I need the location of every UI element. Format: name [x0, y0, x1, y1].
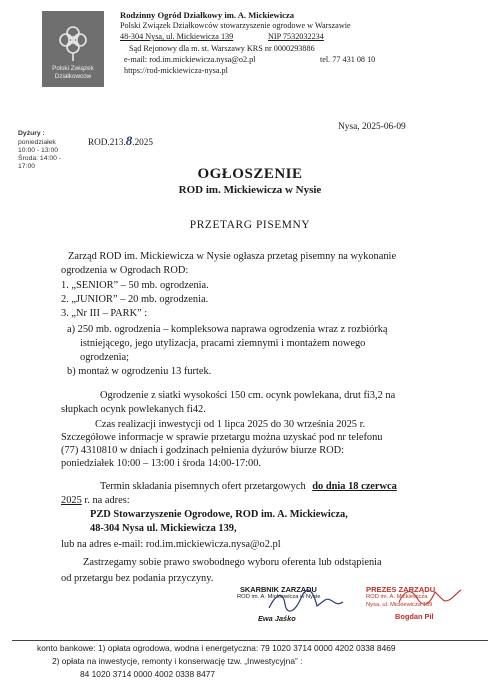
footer-bank-line-3: 84 1020 3714 0000 4002 0338 8477 — [80, 669, 216, 679]
list-item-park: 3. „Nr III – PARK” : — [61, 308, 148, 319]
treasurer-stamp-org: ROD im. A. Mickiewicza w Nysie — [237, 594, 321, 600]
duty-hours-line-3: Środa: 14:00 - — [18, 155, 62, 162]
duty-hours-line-2: 10:00 - 13:00 — [18, 147, 59, 154]
header-email: e-mail: rod.im.mickiewicza.nysa@o2.pl — [124, 55, 256, 64]
court-registration: Sąd Rejonowy dla m. st. Warszawy KRS nr 0000293886 — [129, 44, 315, 53]
president-stamp-org-1: ROD im. A. Mickiewicza — [366, 594, 428, 600]
deadline-line-2 — [61, 494, 130, 507]
document-title: OGŁOSZENIE — [197, 166, 303, 182]
president-signature-icon — [395, 584, 465, 610]
timing-line-3: (77) 4310810 w dniach i godzinach pełnienia dyżurów biurze ROD: — [61, 445, 345, 456]
park-sub-b: b) montaż w ogrodzeniu 13 furtek. — [67, 366, 212, 377]
reference-year: 2025 — [134, 137, 153, 147]
org-nip: NIP 7532032234 — [268, 32, 324, 41]
intro-line-1: Zarząd ROD im. Mickiewicza w Nysie ogłasza przetag pisemny na wykonanie — [68, 251, 397, 262]
footer-bank-line-1: konto bankowe: 1) opłata ogrodowa, wodna i energetyczna: 79 1020 3714 0000 4202 0338 8469 — [37, 643, 396, 653]
org-name: Rodzinny Ogród Działkowy im. A. Mickiewicza — [120, 10, 295, 20]
president-stamp-org-2: Nysa, ul. Mickiewicza 139 — [366, 602, 433, 608]
timing-line-1: Czas realizacji inwestycji od 1 lipca 2025 do 30 września 2025 r. — [95, 419, 366, 430]
treasurer-name: Ewa Jaśko — [258, 614, 296, 623]
list-item-junior: 2. „JUNIOR” – 20 mb. ogrodzenia. — [61, 294, 209, 305]
president-name: Bogdan Pil — [395, 612, 434, 621]
duty-hours-line-1: poniedziałek — [18, 139, 56, 146]
spec-line-2: słupkach ocynk powlekanych fi42. — [61, 404, 206, 415]
park-sub-a-line-2: istniejącego, jego utylizacja, pracami ziemnymi i montażem nowego — [80, 338, 366, 349]
park-sub-a-line-1: a) 250 mb. ogrodzenia – kompleksowa naprawa ogrodzenia wraz z rozbiórką — [67, 324, 388, 335]
intro-line-2: ogrodzenia w Ogrodach ROD: — [61, 265, 189, 276]
deadline-text: Termin składania pisemnych ofert przetargowych — [100, 481, 306, 492]
deadline-line-1 — [100, 480, 397, 493]
reserve-line-1: Zastrzegamy sobie prawo swobodnego wyboru oferenta lub odstąpienia — [83, 557, 382, 568]
timing-line-2: Szczegółowe informacje w sprawie przetargu można uzyskać pod nr telefonu — [61, 432, 383, 443]
recipient-line-1: PZD Stowarzyszenie Ogrodowe, ROD im. A. Mickiewicza, — [90, 509, 348, 520]
footer-divider — [12, 640, 488, 641]
treasurer-stamp-role: SKARBNIK ZARZĄDU — [240, 585, 317, 594]
treasurer-signature-icon — [265, 588, 355, 616]
organization-logo — [42, 11, 104, 87]
president-stamp-role: PREZES ZARZĄDU — [366, 585, 436, 594]
reference-prefix: ROD.213 — [88, 137, 124, 147]
duty-hours-title: Dyżury : — [18, 130, 45, 137]
recipient-line-2: 48-304 Nysa ul. Mickiewicza 139, — [90, 523, 237, 534]
timing-line-4: poniedziałek 10:00 – 13:00 i środa 14:00-17:00. — [61, 458, 261, 469]
union-name: Polski Związek Działkowców stowarzyszenie ogrodowe w Warszawie — [120, 21, 351, 30]
header-website: https://rod-mickiewicza-nysa.pl — [124, 66, 228, 75]
spec-line-1: Ogrodzenie z siatki wysokości 150 cm. ocynk powlekana, drut fi3,2 na — [100, 390, 396, 401]
reference-number: ROD.213.8.2025 — [88, 133, 153, 148]
logo-text-line-2: Działkowców — [54, 73, 92, 80]
deadline-address-intro: r. na adres: — [84, 495, 130, 506]
org-address: 48-304 Nysa, ul. Mickiewicza 139 — [120, 32, 234, 41]
footer-bank-line-2: 2) opłata na inwestycje, remonty i konserwację tzw. „Inwestycyjna” : — [52, 656, 303, 666]
duty-hours-line-4: 17:00 — [18, 163, 36, 170]
logo-text-line-1: Polski Związek — [52, 65, 94, 72]
deadline-date: do dnia 18 czerwca — [312, 481, 397, 492]
park-sub-a-line-3: ogrodzenia; — [80, 352, 130, 363]
document-subtitle: ROD im. Mickiewicza w Nysie — [178, 184, 322, 196]
reserve-line-2: od przetargu bez podania przyczyny. — [61, 573, 214, 584]
email-line: lub na adres e-mail: rod.im.mickiewicza.nysa@o2.pl — [61, 539, 281, 550]
header-phone: tel. 77 431 08 10 — [320, 55, 376, 64]
list-item-senior: 1. „SENIOR” – 50 mb. ogrodzenia. — [61, 280, 209, 291]
tender-heading: PRZETARG PISEMNY — [189, 219, 311, 231]
reference-handwritten-number: 8 — [125, 133, 133, 148]
deadline-year: 2025 — [61, 495, 82, 506]
place-and-date: Nysa, 2025-06-09 — [338, 122, 406, 132]
